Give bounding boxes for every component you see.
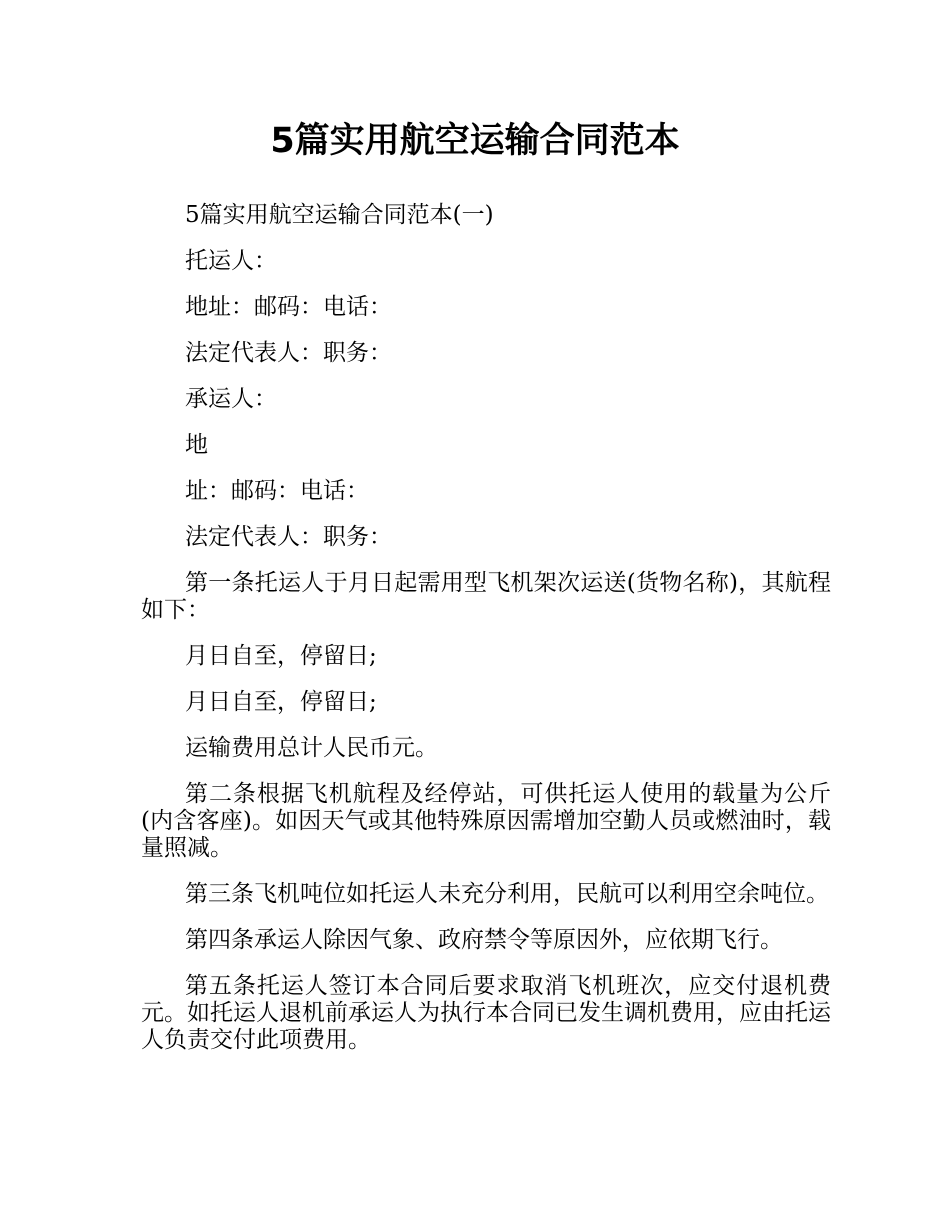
- article-2-paragraph: 第二条根据飞机航程及经停站，可供托运人使用的载量为公斤(内含客座)。如因天气或其他特殊原因需增加空勤人员或燃油时，载量照减。: [141, 781, 831, 861]
- document-title: 5篇实用航空运输合同范本: [270, 121, 680, 161]
- route-line-2: 月日自至，停留日;: [185, 689, 377, 715]
- carrier-label: 承运人：: [185, 386, 277, 412]
- carrier-address-line: 址：邮码：电话：: [185, 478, 369, 504]
- article-5-paragraph: 第五条托运人签订本合同后要求取消飞机班次，应交付退机费元。如托运人退机前承运人为执行本合同已发生调机费用，应由托运人负责交付此项费用。: [141, 973, 831, 1053]
- shipper-address-line: 地址：邮码：电话：: [185, 294, 392, 320]
- carrier-representative-line: 法定代表人：职务：: [185, 524, 392, 550]
- article-1-paragraph: 第一条托运人于月日起需用型飞机架次运送(货物名称)，其航程如下：: [141, 570, 831, 623]
- route-line-1: 月日自至，停留日;: [185, 643, 377, 669]
- article-4-paragraph: 第四条承运人除因气象、政府禁令等原因外，应依期飞行。: [185, 927, 783, 953]
- article-3-paragraph: 第三条飞机吨位如托运人未充分利用，民航可以利用空余吨位。: [185, 881, 829, 907]
- document-body: [141, 202, 831, 1073]
- total-fee-line: 运输费用总计人民币元。: [185, 735, 438, 761]
- subtitle-paragraph: 5篇实用航空运输合同范本(一): [185, 202, 494, 228]
- shipper-label: 托运人：: [185, 248, 277, 274]
- shipper-representative-line: 法定代表人：职务：: [185, 340, 392, 366]
- carrier-address-fragment: 地: [185, 432, 208, 458]
